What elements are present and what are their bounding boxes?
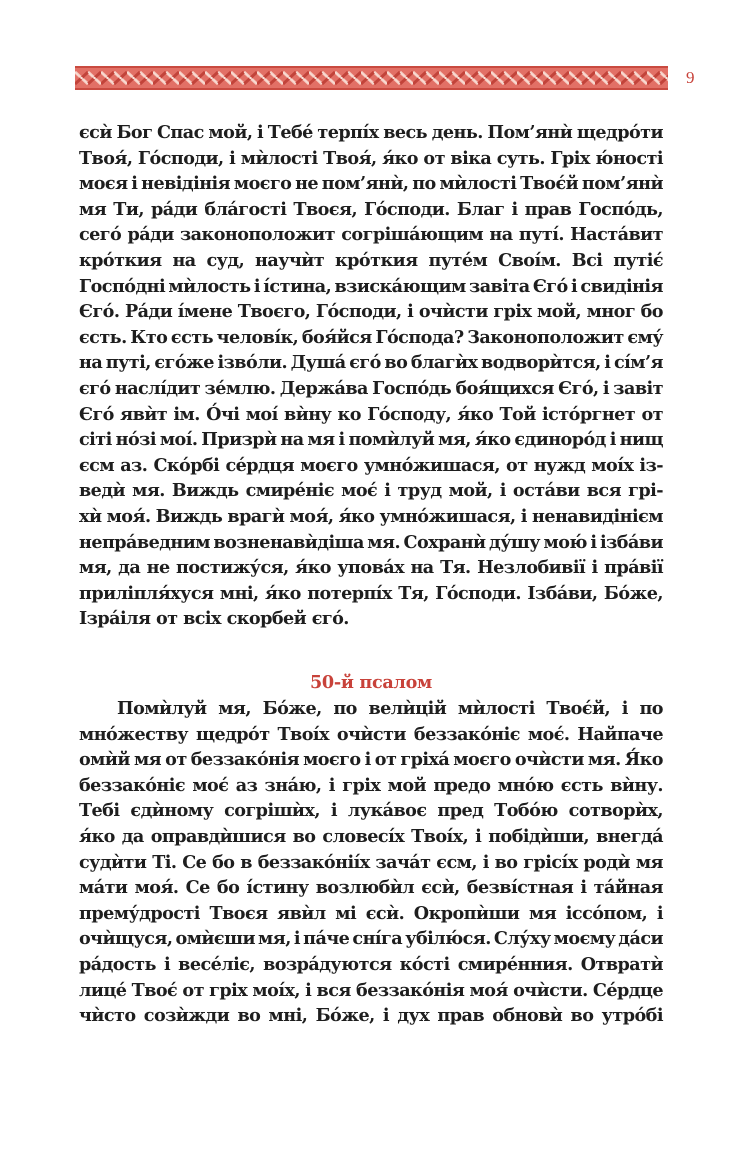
text-line: мно́жеству щедро́т Твоі́х очѝсти беззако́ніє моє́. Найпаче <box>79 723 663 745</box>
text-line: моєя і невідінія моєго не пом’янѝ, по мѝлості Твоє́й пом’янѝ <box>79 173 663 195</box>
text-line: Єго́. Ра́ди і́мене Твоєго, Го́споди, і очѝсти гріх мой, мног бо <box>79 301 663 323</box>
text-line: єсть. Кто єсть челові́к, боя́йся Го́спода? Законоположит єму́ <box>79 326 663 348</box>
decorative-border-ornament <box>75 66 668 90</box>
psalm-text-continuation <box>79 120 663 632</box>
text-line: єго́ наслі́дит зе́млю. Держа́ва Госпо́дь боя́щихся Єго́, і завіт <box>79 377 663 399</box>
text-line: хѝ моя́. Виждь врагѝ моя́, я́ко умно́жишася, і ненавидінієм <box>79 505 663 527</box>
text-line: сіті но́зі моі́. Призрѝ на мя і помѝлуй мя, я́ко єдиноро́д і нищ <box>79 429 663 451</box>
text-line: Єго́ явѝт ім. О́чі моі́ вѝну ко Го́споду, я́ко Той істо́ргнет от <box>79 403 663 425</box>
text-line: мя, да не постижу́ся, я́ко упова́х на Тя. Незлобивії і пра́вії <box>79 557 663 579</box>
text-line: Тебі єдѝному согрішѝх, і лука́воє пред Тобо́ю сотворѝх, <box>79 800 663 822</box>
text-line: ма́ти моя́. Се бо і́стину возлюбѝл єсѝ, безві́стная і та́йная <box>79 877 663 899</box>
text-line: приліпля́хуся мні, я́ко потерпі́х Тя, Го́споди. Ізба́ви, Бо́же, <box>79 582 663 604</box>
text-line: кро́ткия на суд, научѝт кро́ткия путе́м Своі́м. Всі путіє́ <box>79 249 663 271</box>
text-line: єсм аз. Ско́рбі се́рдця моєго умно́жишася, от нужд моі́х із- <box>79 454 663 476</box>
text-line: Госпо́дні мѝлость і і́стина, взиска́ющим завіта Єго́ і свидінія <box>79 275 663 297</box>
text-line: прему́дрості Твоєя явѝл мі єсѝ. Окропѝши мя іссо́пом, і <box>79 902 663 924</box>
psalm-50-text <box>79 696 663 1029</box>
text-line: ведѝ мя. Виждь смире́ніє моє́ і труд мой, і оста́ви вся грі- <box>79 480 663 502</box>
text-line: Ізра́іля от всіх скорбей єго́. <box>79 608 349 630</box>
text-line: судѝти Ті. Се бо в беззако́ніі́х зача́т єсм, і во грісі́х родѝ мя <box>79 851 663 873</box>
text-line: єсѝ Бог Спас мой, і Тебе́ терпі́х весь день. Пом’янѝ щедро́ти <box>79 122 663 143</box>
text-line: непра́ведним возненавѝдіша мя. Сохранѝ ду́шу мою́ і ізба́ви <box>79 531 663 553</box>
text-line: ра́дость і весе́ліє, возра́дуются ко́сті смире́нния. Отвратѝ <box>79 953 663 975</box>
text-line: мя Ти, ра́ди бла́гості Твоєя, Го́споди. Благ і прав Госпо́дь, <box>79 198 663 220</box>
text-line: я́ко да оправдѝшися во словесі́х Твоі́х, і побідѝши, внегда́ <box>79 825 663 847</box>
text-line: беззако́ніє моє́ аз зна́ю, і гріх мой предо мно́ю єсть вѝну. <box>79 774 663 796</box>
text-line: очѝщуся, омѝєши мя, і па́че сні́га убілю́ся. Слу́ху моєму да́си <box>79 928 663 950</box>
text-line: чѝсто созѝжди во мні, Бо́же, і дух прав обновѝ во утро́бі <box>79 1005 663 1027</box>
braid-pattern <box>75 68 668 88</box>
section-heading: 50-й псалом <box>309 672 433 693</box>
page-number: 9 <box>686 68 695 87</box>
text-line: Твоя́, Го́споди, і мѝлості Твоя́, я́ко от віка суть. Гріх ю́ності <box>79 147 663 169</box>
text-line: лице́ Твоє́ от гріх моі́х, і вся беззако́нія моя́ очѝсти. Се́рдце <box>79 979 663 1001</box>
text-line: на путі, єго́же ізво́ли. Душа́ єго́ во благѝх водворѝтся, і сі́м’я <box>79 352 663 374</box>
text-line: омѝй мя от беззако́нія моєго і от гріха́ моєго очѝсти мя. Я́ко <box>79 749 663 771</box>
text-line: Помѝлуй мя, Бо́же, по велѝцій мѝлості Твоє́й, і по <box>117 698 663 719</box>
text-line: сего́ ра́ди законоположит согріша́ющим на путі́. Наста́вит <box>79 224 663 246</box>
